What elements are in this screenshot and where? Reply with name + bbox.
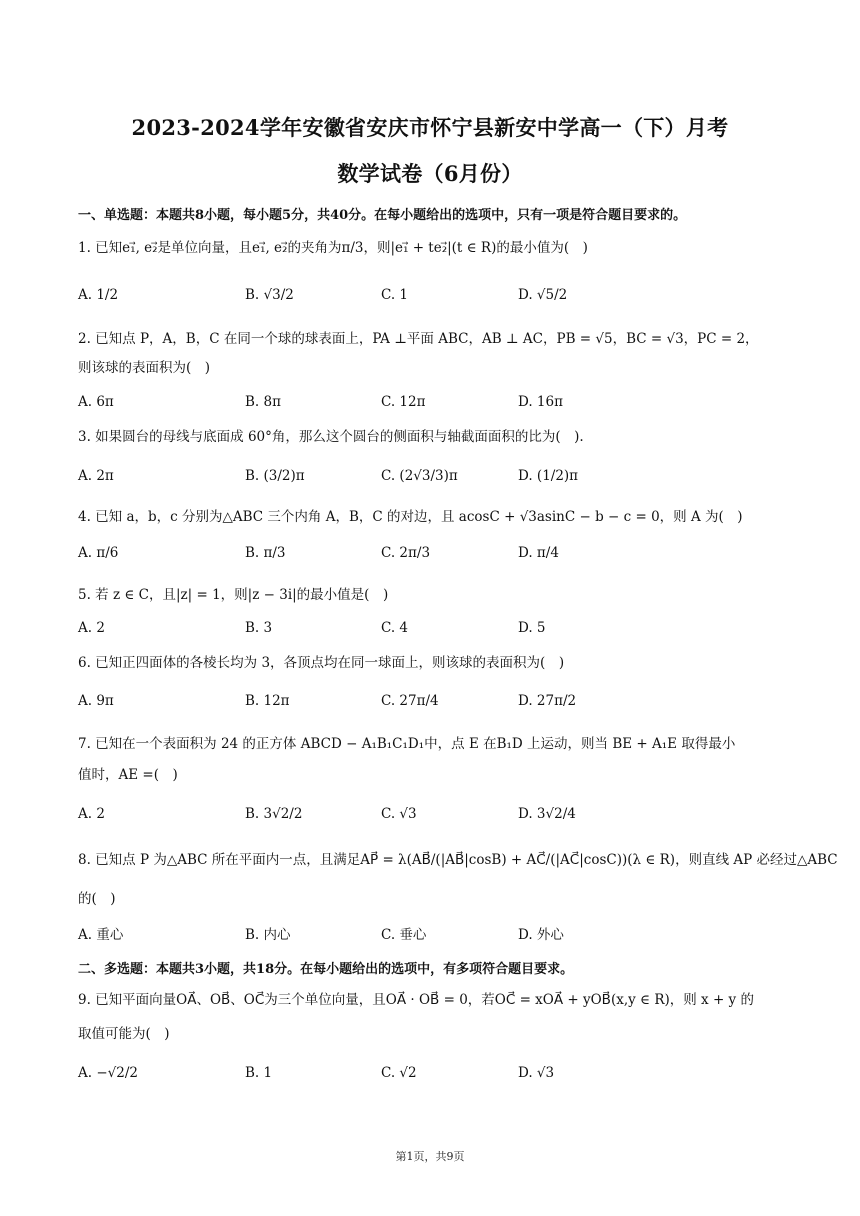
question-9-stem-continued: 取值可能为( ) (78, 1026, 170, 1042)
question-2-option-c: C. 12π (381, 394, 426, 410)
question-6-option-b: B. 12π (245, 693, 290, 709)
question-7-options (78, 806, 790, 836)
page-footer: 第1页，共9页 (395, 1150, 465, 1163)
question-3-stem: 3. 如果圆台的母线与底面成 60°角，那么这个圆台的侧面积与轴截面面积的比为( ). (78, 429, 584, 445)
question-4-option-c: C. 2π/3 (381, 545, 431, 561)
question-1-option-d: D. √5/2 (518, 287, 568, 303)
question-6-option-c: C. 27π/4 (381, 693, 439, 709)
question-9-stem: 9. 已知平面向量OA⃗、OB⃗、OC⃗为三个单位向量，且OA⃗ · OB⃗ = 0，若OC⃗ = xOA⃗ + yOB⃗(x,y ∈ R)，则 x + y 的 (78, 992, 754, 1008)
question-2-option-a: A. 6π (78, 394, 114, 410)
question-8-option-b: B. 内心 (245, 927, 291, 943)
question-9-options (78, 1065, 790, 1095)
question-2-stem: 2. 已知点 P，A，B，C 在同一个球的球表面上，PA ⊥平面 ABC，AB ⊥ AC，PB = √5，BC = √3，PC = 2， (78, 331, 759, 347)
question-3-option-b: B. (3/2)π (245, 468, 305, 484)
question-5-option-b: B. 3 (245, 620, 273, 636)
question-9-option-c: C. √2 (381, 1065, 417, 1081)
exam-title-line2: 数学试卷（6月份） (337, 161, 523, 186)
question-9-option-b: B. 1 (245, 1065, 273, 1081)
question-7-option-a: A. 2 (78, 806, 105, 822)
question-7-option-c: C. √3 (381, 806, 417, 822)
question-3-option-d: D. (1/2)π (518, 468, 579, 484)
question-1-option-b: B. √3/2 (245, 287, 294, 303)
question-8-option-c: C. 垂心 (381, 927, 427, 943)
question-4-options (78, 545, 790, 575)
question-4-option-d: D. π/4 (518, 545, 559, 561)
question-8-option-a: A. 重心 (78, 927, 124, 943)
question-8-options (78, 923, 790, 953)
question-1-option-c: C. 1 (381, 287, 409, 303)
question-4-stem: 4. 已知 a，b，c 分别为△ABC 三个内角 A，B，C 的对边，且 acosC + √3asinC − b − c = 0，则 A 为( ) (78, 509, 743, 525)
question-4-option-b: B. π/3 (245, 545, 286, 561)
exam-title-line1: 2023-2024学年安徽省安庆市怀宁县新安中学高一（下）月考 (131, 115, 729, 140)
question-5-option-a: A. 2 (78, 620, 105, 636)
question-2-option-b: B. 8π (245, 394, 281, 410)
question-6-option-a: A. 9π (78, 693, 114, 709)
question-2-options (78, 394, 790, 424)
question-2-stem-continued: 则该球的表面积为( ) (78, 360, 211, 376)
question-8-stem: 8. 已知点 P 为△ABC 所在平面内一点，且满足AP⃗ = λ(AB⃗/(|AB⃗|cosB) + AC⃗/(|AC⃗|cosC))(λ ∈ R)，则直线 AP 必经过△ABC (78, 852, 838, 868)
section-heading-single-choice: 一、单选题：本题共8小题，每小题5分，共40分。在每小题给出的选项中，只有一项是符合题目要求的。 (78, 208, 687, 223)
question-8-option-d: D. 外心 (518, 927, 564, 943)
question-1-stem: 1. 已知e₁⃗, e₂⃗是单位向量，且e₁⃗, e₂⃗的夹角为π/3，则|e₁⃗ + te₂⃗|(t ∈ R)的最小值为( ) (78, 240, 588, 256)
question-5-stem: 5. 若 z ∈ C，且|z| = 1，则|z − 3i|的最小值是( ) (78, 587, 389, 603)
question-9-option-d: D. √3 (518, 1065, 555, 1081)
question-9-option-a: A. −√2/2 (78, 1065, 138, 1081)
question-7-option-d: D. 3√2/4 (518, 806, 576, 822)
question-5-option-d: D. 5 (518, 620, 546, 636)
question-6-options (78, 693, 790, 723)
question-6-stem: 6. 已知正四面体的各棱长均为 3，各顶点均在同一球面上，则该球的表面积为( ) (78, 655, 565, 671)
question-7-option-b: B. 3√2/2 (245, 806, 303, 822)
question-5-option-c: C. 4 (381, 620, 409, 636)
question-3-option-a: A. 2π (78, 468, 114, 484)
question-7-stem-continued: 值时，AE =( ) (78, 767, 178, 783)
question-6-option-d: D. 27π/2 (518, 693, 577, 709)
question-3-options (78, 468, 790, 498)
question-3-option-c: C. (2√3/3)π (381, 468, 458, 484)
question-1-option-a: A. 1/2 (78, 287, 119, 303)
question-1-options (78, 287, 790, 317)
question-5-options (78, 620, 790, 650)
question-8-stem-continued: 的( ) (78, 891, 116, 907)
question-2-option-d: D. 16π (518, 394, 563, 410)
question-4-option-a: A. π/6 (78, 545, 119, 561)
section-heading-multiple-choice: 二、多选题：本题共3小题，共18分。在每小题给出的选项中，有多项符合题目要求。 (78, 962, 574, 977)
question-7-stem: 7. 已知在一个表面积为 24 的正方体 ABCD − A₁B₁C₁D₁中，点 E 在B₁D 上运动，则当 BE + A₁E 取得最小 (78, 736, 736, 752)
